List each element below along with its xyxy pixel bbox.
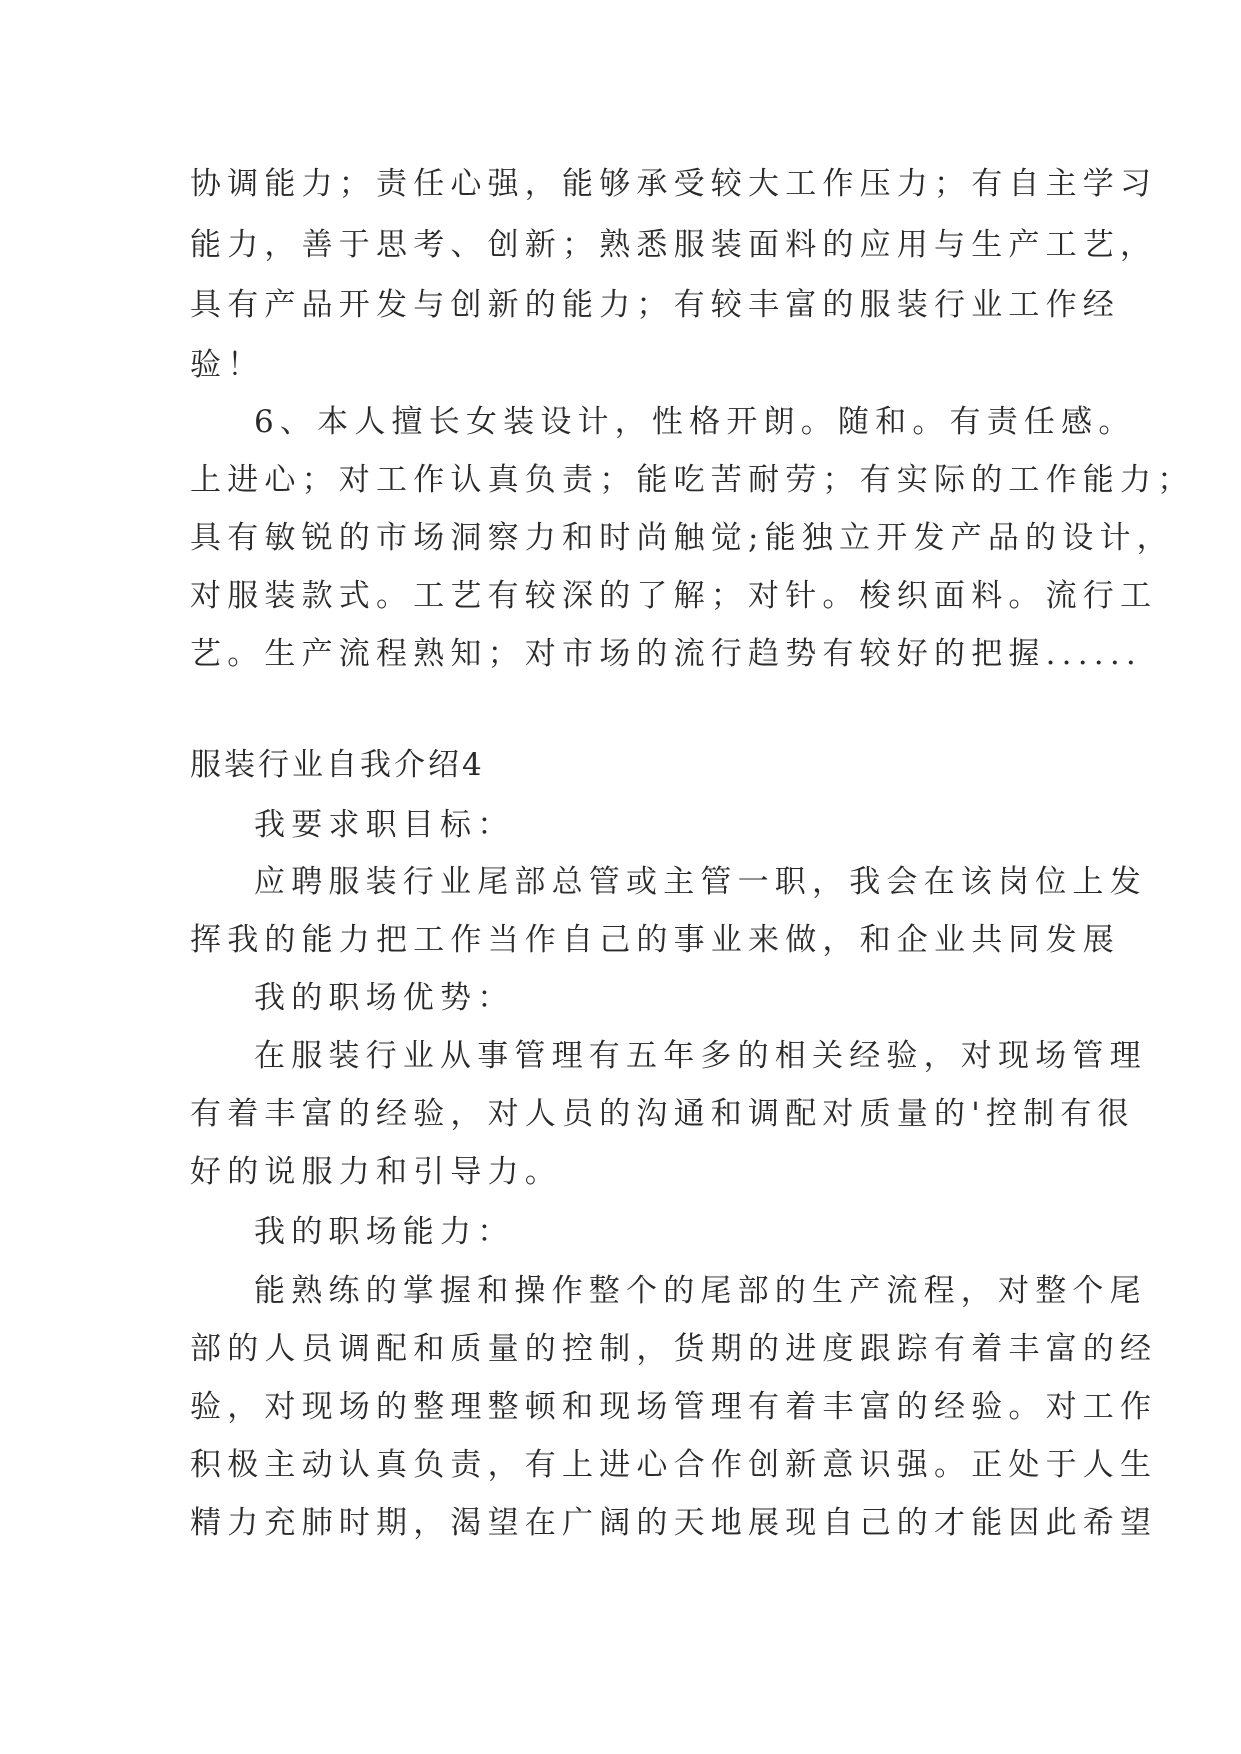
paragraph-line: 能熟练的掌握和操作整个的尾部的生产流程，对整个尾: [254, 1273, 1147, 1309]
paragraph-line: 有着丰富的经验，对人员的沟通和调配对质量的'控制有很: [190, 1096, 1135, 1132]
paragraph-line: 上进心；对工作认真负责；能吃苦耐劳；有实际的工作能力；: [190, 462, 1195, 498]
paragraph-line: 精力充肺时期，渴望在广阔的天地展现自己的才能因此希望: [190, 1505, 1158, 1541]
paragraph-line: 好的说服力和引导力。: [190, 1154, 562, 1190]
paragraph-line: 积极主动认真负责，有上进心合作创新意识强。正处于人生: [190, 1447, 1158, 1483]
paragraph-line: 部的人员调配和质量的控制，货期的进度跟踪有着丰富的经: [190, 1331, 1158, 1367]
paragraph-line: 我要求职目标：: [254, 807, 515, 843]
paragraph-line: 6、本人擅长女装设计，性格开朗。随和。有责任感。: [254, 404, 1136, 440]
paragraph-line: 在服装行业从事管理有五年多的相关经验，对现场管理: [254, 1038, 1147, 1074]
paragraph-line: 具有产品开发与创新的能力；有较丰富的服装行业工作经: [190, 287, 1120, 323]
paragraph-line: 验！: [190, 347, 265, 383]
paragraph-line: 艺。生产流程熟知；对市场的流行趋势有较好的把握......: [190, 636, 1142, 672]
paragraph-line: 我的职场能力：: [254, 1214, 515, 1250]
paragraph-line: 挥我的能力把工作当作自己的事业来做，和企业共同发展: [190, 922, 1120, 958]
paragraph-line: 具有敏锐的市场洞察力和时尚触觉;能独立开发产品的设计，: [190, 520, 1174, 556]
paragraph-line: 对服装款式。工艺有较深的了解；对针。梭织面料。流行工: [190, 578, 1158, 614]
paragraph-line: 能力，善于思考、创新；熟悉服装面料的应用与生产工艺，: [190, 227, 1158, 263]
section-heading: 服装行业自我介绍4: [190, 747, 485, 783]
paragraph-line: 验，对现场的整理整顿和现场管理有着丰富的经验。对工作: [190, 1389, 1158, 1425]
paragraph-line: 我的职场优势：: [254, 980, 515, 1016]
paragraph-line: 应聘服装行业尾部总管或主管一职，我会在该岗位上发: [254, 864, 1147, 900]
paragraph-line: 协调能力；责任心强，能够承受较大工作压力；有自主学习: [190, 166, 1158, 202]
